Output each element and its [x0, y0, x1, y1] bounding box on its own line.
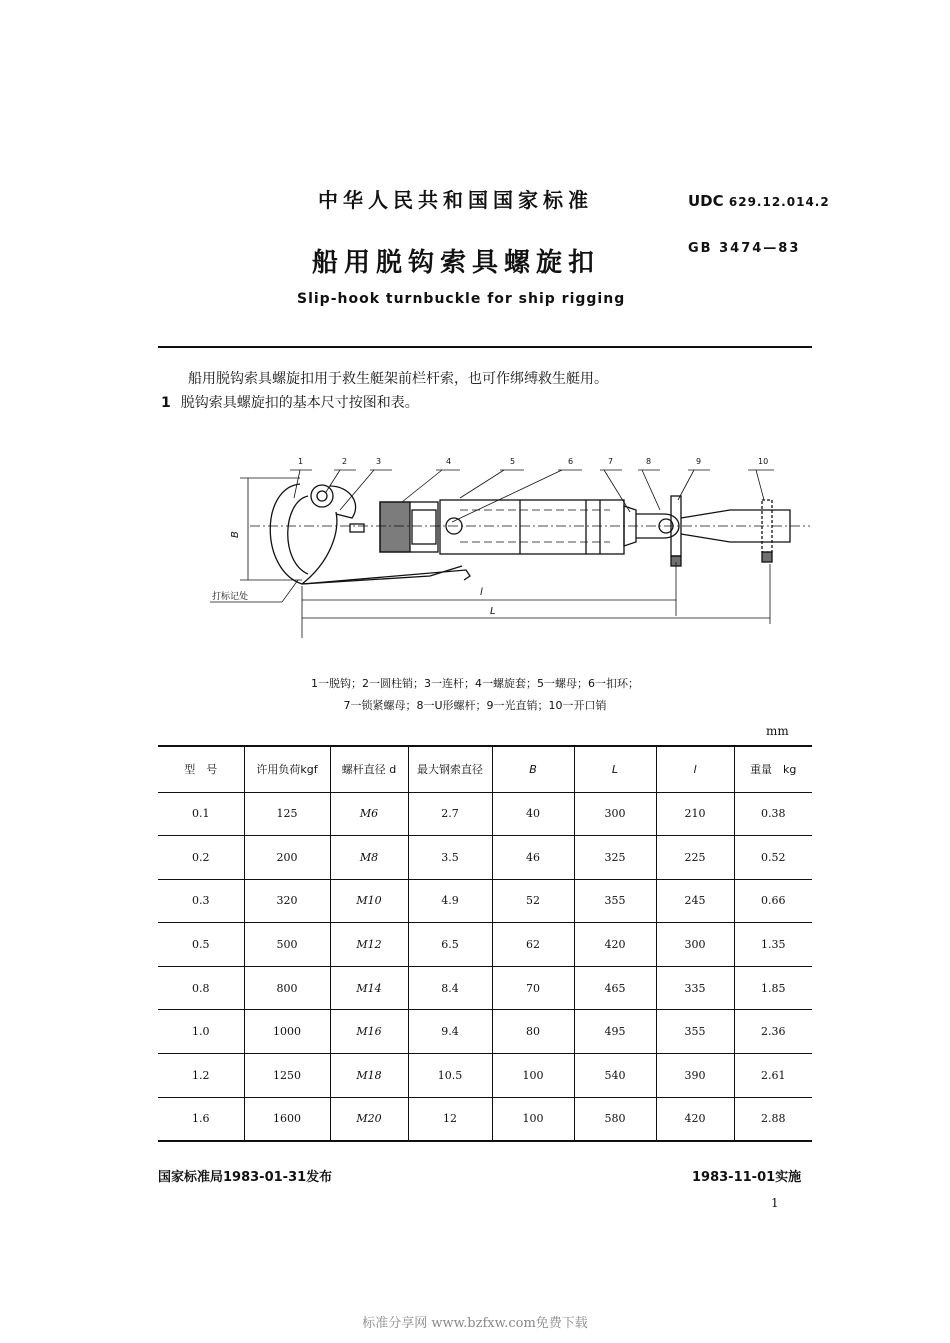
header-B: B — [492, 746, 574, 792]
cell-L: 325 — [574, 836, 656, 880]
cell-load: 1600 — [244, 1097, 330, 1141]
cell-l: 355 — [656, 1010, 734, 1054]
section-text: 脱钩索具螺旋扣的基本尺寸按图和表。 — [180, 395, 419, 411]
slip-hook-inner — [288, 496, 308, 574]
table-row — [158, 923, 812, 967]
cell-wire: 8.4 — [408, 966, 492, 1010]
cell-B: 46 — [492, 836, 574, 880]
dim-B-label: B — [230, 531, 241, 538]
cell-load: 200 — [244, 836, 330, 880]
gb-number: GB 3474—83 — [688, 241, 801, 256]
turnbuckle-drawing — [190, 452, 810, 642]
cell-B: 80 — [492, 1010, 574, 1054]
standard-header: 中华人民共和国国家标准 — [318, 188, 593, 212]
cell-l: 210 — [656, 792, 734, 836]
issue-date: 国家标准局1983-01-31发布 — [158, 1170, 333, 1185]
callout-4: 4 — [446, 457, 452, 466]
cell-l: 390 — [656, 1054, 734, 1098]
link-lever — [330, 486, 356, 518]
cell-load: 1250 — [244, 1054, 330, 1098]
cell-model: 0.1 — [192, 807, 210, 821]
mark-label: 打标记处 — [212, 592, 249, 602]
table-row — [158, 879, 812, 923]
dimension-table — [158, 745, 812, 1142]
header-l: l — [656, 746, 734, 792]
cell-l: 420 — [656, 1097, 734, 1141]
cell-load: 125 — [244, 792, 330, 836]
udc-number: 629.12.014.2 — [728, 195, 830, 209]
cell-B: 100 — [492, 1097, 574, 1141]
cell-wire: 3.5 — [408, 836, 492, 880]
table-row — [158, 792, 812, 836]
cell-screw: M14 — [330, 966, 408, 1010]
cell-L: 495 — [574, 1010, 656, 1054]
callout-3: 3 — [376, 457, 382, 466]
cell-wire: 2.7 — [408, 792, 492, 836]
header-model: 型 号 — [184, 763, 218, 777]
cell-model: 0.3 — [192, 894, 210, 908]
cell-B: 100 — [492, 1054, 574, 1098]
callout-labels — [298, 457, 768, 466]
slip-hook-outline — [270, 484, 462, 584]
header-weight: 重量 kg — [734, 746, 812, 792]
cell-l: 300 — [656, 923, 734, 967]
cell-wire: 6.5 — [408, 923, 492, 967]
cell-B: 62 — [492, 923, 574, 967]
callout-1: 1 — [298, 457, 304, 466]
cell-l: 335 — [656, 966, 734, 1010]
callout-2: 2 — [342, 457, 348, 466]
cell-model: 1.0 — [192, 1025, 210, 1039]
cell-weight: 0.52 — [734, 836, 812, 880]
callout-7: 7 — [608, 457, 614, 466]
cell-wire: 4.9 — [408, 879, 492, 923]
section-1-paragraph — [161, 392, 419, 412]
document-title-cn: 船用脱钩索具螺旋扣 — [312, 248, 601, 278]
header-screw-dia: 螺杆直径 d — [330, 746, 408, 792]
cylinder-pin-boss — [311, 485, 333, 507]
callout-9: 9 — [696, 457, 702, 466]
header-wire-dia: 最大钢索直径 — [408, 746, 492, 792]
cell-L: 580 — [574, 1097, 656, 1141]
cell-weight: 1.35 — [734, 923, 812, 967]
watermark[interactable]: 标准分享网 www.bzfxw.com免费下载 — [362, 1316, 588, 1331]
cell-load: 800 — [244, 966, 330, 1010]
cell-B: 52 — [492, 879, 574, 923]
document-title-en: Slip-hook turnbuckle for ship rigging — [297, 291, 626, 307]
cell-weight: 2.88 — [734, 1097, 812, 1141]
callout-5: 5 — [510, 457, 516, 466]
cell-B: 40 — [492, 792, 574, 836]
intro-paragraph: 船用脱钩索具螺旋扣用于救生艇架前栏杆索，也可作绑缚救生艇用。 — [188, 371, 608, 387]
table-unit: mm — [766, 724, 789, 738]
cell-weight: 2.36 — [734, 1010, 812, 1054]
table-row — [158, 1097, 812, 1141]
cell-screw: M16 — [330, 1010, 408, 1054]
callout-8: 8 — [646, 457, 652, 466]
cell-screw: M8 — [330, 836, 408, 880]
dim-l-label: l — [480, 587, 483, 598]
cell-L: 300 — [574, 792, 656, 836]
header-rule — [158, 346, 812, 348]
cell-wire: 10.5 — [408, 1054, 492, 1098]
section-number: 1 — [161, 395, 171, 411]
cell-screw: M12 — [330, 923, 408, 967]
cell-L: 465 — [574, 966, 656, 1010]
dim-L-label: L — [490, 606, 496, 617]
barrel — [440, 500, 624, 554]
cell-l: 225 — [656, 836, 734, 880]
cell-l: 245 — [656, 879, 734, 923]
cell-load: 320 — [244, 879, 330, 923]
table-row — [158, 1054, 812, 1098]
cell-B: 70 — [492, 966, 574, 1010]
effective-date: 1983-11-01实施 — [692, 1170, 802, 1185]
cell-weight: 0.66 — [734, 879, 812, 923]
udc-code — [688, 192, 830, 210]
legend-line-2: 7一锁紧螺母；8一U形螺杆；9一光直销；10一开口销 — [343, 699, 607, 712]
cell-model: 1.6 — [192, 1112, 210, 1126]
udc-label: UDC — [688, 192, 724, 210]
cell-screw: M18 — [330, 1054, 408, 1098]
cell-screw: M6 — [330, 792, 408, 836]
cell-L: 420 — [574, 923, 656, 967]
cell-wire: 9.4 — [408, 1010, 492, 1054]
cell-model: 1.2 — [192, 1068, 210, 1082]
callout-10: 10 — [758, 457, 769, 466]
cell-model: 0.8 — [192, 981, 210, 995]
cell-screw: M20 — [330, 1097, 408, 1141]
cell-L: 540 — [574, 1054, 656, 1098]
cell-load: 1000 — [244, 1010, 330, 1054]
cell-L: 355 — [574, 879, 656, 923]
cell-weight: 1.85 — [734, 966, 812, 1010]
legend-line-1: 1一脱钩；2一圆柱销；3一连杆；4一螺旋套；5一螺母；6一扣环； — [311, 677, 639, 690]
table-row — [158, 836, 812, 880]
cell-screw: M10 — [330, 879, 408, 923]
page-number: 1 — [771, 1196, 779, 1210]
header-L: L — [574, 746, 656, 792]
table-header-row — [158, 746, 812, 792]
cell-model: 0.2 — [192, 850, 210, 864]
table-row — [158, 966, 812, 1010]
cell-weight: 0.38 — [734, 792, 812, 836]
cell-weight: 2.61 — [734, 1054, 812, 1098]
cell-wire: 12 — [408, 1097, 492, 1141]
callout-6: 6 — [568, 457, 574, 466]
header-load: 许用负荷kgf — [244, 746, 330, 792]
cell-model: 0.5 — [192, 938, 210, 952]
table-row — [158, 1010, 812, 1054]
cell-load: 500 — [244, 923, 330, 967]
